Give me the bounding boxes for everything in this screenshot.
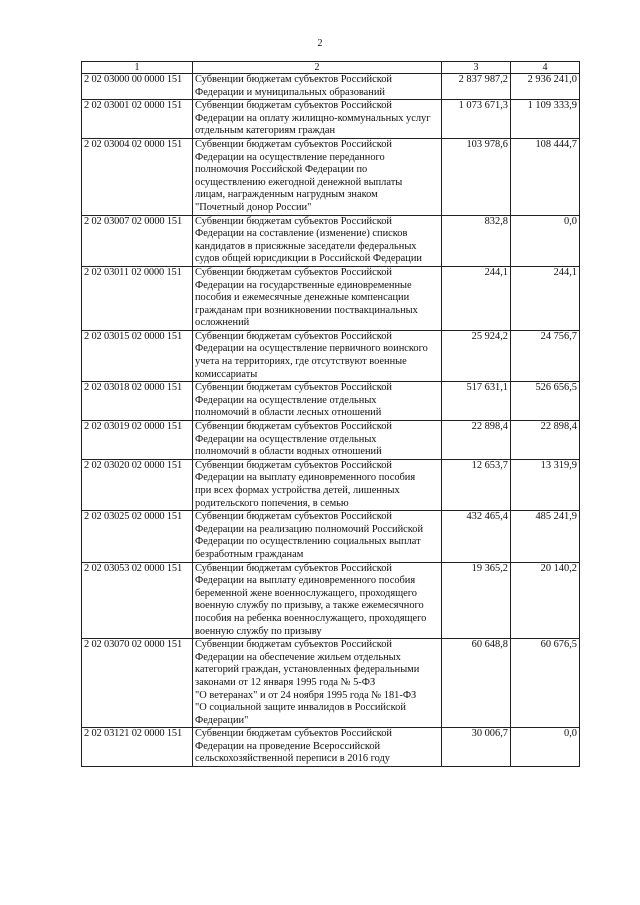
table-row: [82, 511, 580, 562]
table-row: [82, 266, 580, 330]
code-cell: 2 02 03053 02 0000 151: [82, 562, 193, 639]
table-header-row: [82, 62, 580, 74]
budget-table: [81, 61, 580, 767]
column-header-2: 2: [193, 62, 442, 74]
table-row: [82, 382, 580, 421]
table-row: [82, 562, 580, 639]
value-col4-cell: 0,0: [511, 728, 580, 767]
code-cell: 2 02 03001 02 0000 151: [82, 100, 193, 139]
column-header-3: 3: [442, 62, 511, 74]
value-col4-cell: 0,0: [511, 215, 580, 266]
value-col3-cell: 244,1: [442, 266, 511, 330]
name-cell: Субвенции бюджетам субъектов Российской Федерации на реализацию полномочий Российской Федерации по осуществлению социальных выплат безработным гражданам: [193, 511, 442, 562]
name-cell: Субвенции бюджетам субъектов Российской Федерации на осуществление отдельных полномочий в области водных отношений: [193, 421, 442, 460]
name-cell: Субвенции бюджетам субъектов Российской Федерации на осуществление первичного воинского учета на территориях, где отсутствуют военные комиссариаты: [193, 330, 442, 381]
name-cell: Субвенции бюджетам субъектов Российской Федерации на государственные единовременные пособия и ежемесячные денежные компенсации гражданам при возникновении поствакцинальных осложнений: [193, 266, 442, 330]
value-col4-cell: 2 936 241,0: [511, 74, 580, 100]
name-cell: Субвенции бюджетам субъектов Российской Федерации на выплату единовременного пособия беременной жене военнослужащего, проходящего военную службу по призыву, а также ежемесячного пособия на ребенка военнослужащего, проходящего военную службу по призыву: [193, 562, 442, 639]
page-number: 2: [317, 38, 323, 49]
column-header-4: 4: [511, 62, 580, 74]
value-col3-cell: 2 837 987,2: [442, 74, 511, 100]
name-cell: Субвенции бюджетам субъектов Российской Федерации на осуществление отдельных полномочий в области лесных отношений: [193, 382, 442, 421]
value-col3-cell: 12 653,7: [442, 459, 511, 510]
value-col3-cell: 832,8: [442, 215, 511, 266]
value-col3-cell: 30 006,7: [442, 728, 511, 767]
code-cell: 2 02 03070 02 0000 151: [82, 639, 193, 728]
code-cell: 2 02 03011 02 0000 151: [82, 266, 193, 330]
table-row: [82, 421, 580, 460]
table-row: [82, 100, 580, 139]
code-cell: 2 02 03121 02 0000 151: [82, 728, 193, 767]
value-col3-cell: 25 924,2: [442, 330, 511, 381]
value-col4-cell: 526 656,5: [511, 382, 580, 421]
table-row: [82, 330, 580, 381]
name-cell: Субвенции бюджетам субъектов Российской Федерации на составление (изменение) списков кандидатов в присяжные заседатели федеральных судов общей юрисдикции в Российской Федерации: [193, 215, 442, 266]
name-cell: Субвенции бюджетам субъектов Российской Федерации на осуществление переданного полномочия Российской Федерации по осуществлению ежегодной денежной выплаты лицам, награжденным нагрудным знаком "Почетный донор России": [193, 138, 442, 215]
value-col4-cell: 24 756,7: [511, 330, 580, 381]
value-col3-cell: 517 631,1: [442, 382, 511, 421]
value-col3-cell: 19 365,2: [442, 562, 511, 639]
value-col4-cell: 13 319,9: [511, 459, 580, 510]
table-row: [82, 215, 580, 266]
code-cell: 2 02 03007 02 0000 151: [82, 215, 193, 266]
value-col3-cell: 22 898,4: [442, 421, 511, 460]
name-cell: Субвенции бюджетам субъектов Российской Федерации на проведение Всероссийской сельскохозяйственной переписи в 2016 году: [193, 728, 442, 767]
value-col3-cell: 103 978,6: [442, 138, 511, 215]
value-col4-cell: 244,1: [511, 266, 580, 330]
value-col3-cell: 60 648,8: [442, 639, 511, 728]
column-header-1: 1: [82, 62, 193, 74]
name-cell: Субвенции бюджетам субъектов Российской Федерации на выплату единовременного пособия при всех формах устройства детей, лишенных родительского попечения, в семью: [193, 459, 442, 510]
name-cell: Субвенции бюджетам субъектов Российской Федерации и муниципальных образований: [193, 74, 442, 100]
table-row: [82, 639, 580, 728]
value-col4-cell: 1 109 333,9: [511, 100, 580, 139]
table-row: [82, 74, 580, 100]
name-cell: Субвенции бюджетам субъектов Российской Федерации на обеспечение жильем отдельных категорий граждан, установленных федеральными законами от 12 января 1995 года № 5-ФЗ "О ветеранах" и от 24 ноября 1995 года № 181-ФЗ "О социальной защите инвалидов в Российской Федерации": [193, 639, 442, 728]
value-col3-cell: 1 073 671,3: [442, 100, 511, 139]
code-cell: 2 02 03025 02 0000 151: [82, 511, 193, 562]
value-col4-cell: 22 898,4: [511, 421, 580, 460]
code-cell: 2 02 03004 02 0000 151: [82, 138, 193, 215]
table-row: [82, 728, 580, 767]
code-cell: 2 02 03000 00 0000 151: [82, 74, 193, 100]
code-cell: 2 02 03018 02 0000 151: [82, 382, 193, 421]
value-col3-cell: 432 465,4: [442, 511, 511, 562]
table-row: [82, 459, 580, 510]
table-body: [82, 74, 580, 767]
code-cell: 2 02 03015 02 0000 151: [82, 330, 193, 381]
value-col4-cell: 108 444,7: [511, 138, 580, 215]
value-col4-cell: 485 241,9: [511, 511, 580, 562]
value-col4-cell: 20 140,2: [511, 562, 580, 639]
code-cell: 2 02 03020 02 0000 151: [82, 459, 193, 510]
value-col4-cell: 60 676,5: [511, 639, 580, 728]
code-cell: 2 02 03019 02 0000 151: [82, 421, 193, 460]
table-row: [82, 138, 580, 215]
name-cell: Субвенции бюджетам субъектов Российской Федерации на оплату жилищно-коммунальных услуг отдельным категориям граждан: [193, 100, 442, 139]
